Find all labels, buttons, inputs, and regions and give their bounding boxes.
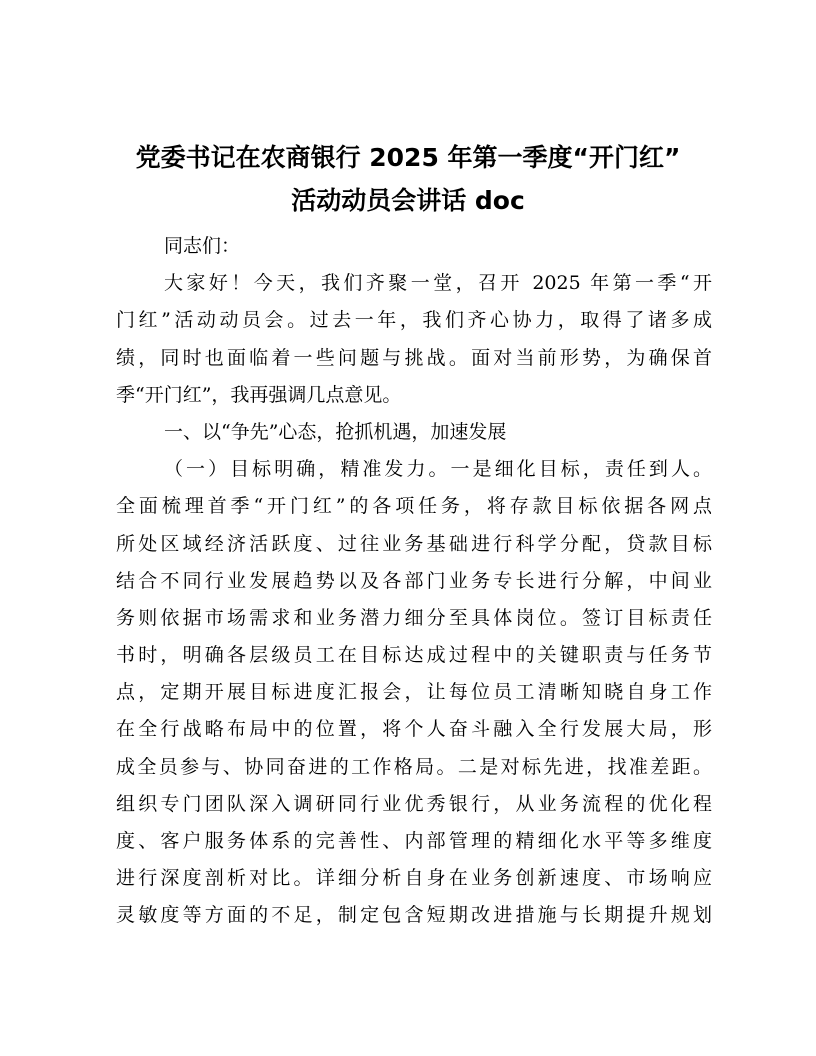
document-title-line-2: 活动动员会讲话 doc — [291, 186, 525, 215]
section-heading: 一、以“争先”心态，抢抓机遇，加速发展 — [164, 420, 507, 443]
paragraph-line: 务则依据市场需求和业务潜力细分至具体岗位。签订目标责任 — [116, 606, 712, 629]
paragraph-line: 大家好！今天，我们齐聚一堂，召开 2025 年第一季“开 — [164, 272, 712, 295]
paragraph-line: 结合不同行业发展趋势以及各部门业务专长进行分解，中间业 — [116, 569, 712, 592]
paragraph-line: 门红”活动动员会。过去一年，我们齐心协力，取得了诸多成 — [116, 309, 712, 332]
paragraph-line: 组织专门团队深入调研同行业优秀银行，从业务流程的优化程 — [116, 792, 712, 815]
paragraph-line: 度、客户服务体系的完善性、内部管理的精细化水平等多维度 — [116, 830, 712, 852]
paragraph-line: 成全员参与、协同奋进的工作格局。二是对标先进，找准差距。 — [116, 755, 712, 778]
paragraph-line: 点，定期开展目标进度汇报会，让每位员工清晰知晓自身工作 — [116, 681, 712, 704]
section-heading-paragraph — [116, 414, 712, 451]
salutation: 同志们： — [164, 235, 241, 257]
paragraph-line: （一）目标明确，精准发力。一是细化目标，责任到人。 — [164, 458, 712, 481]
paragraph-line: 全面梳理首季“开门红”的各项任务，将存款目标依据各网点 — [116, 495, 712, 518]
paragraph-line: 所处区域经济活跃度、过往业务基础进行科学分配，贷款目标 — [116, 532, 712, 555]
document-body — [116, 228, 712, 935]
paragraph-line: 灵敏度等方面的不足，制定包含短期改进措施与长期提升规划 — [116, 904, 712, 927]
paragraph-line: 绩，同时也面临着一些问题与挑战。面对当前形势，为确保首 — [116, 346, 712, 369]
paragraph-line: 书时，明确各层级员工在目标达成过程中的关键职责与任务节 — [116, 644, 712, 667]
paragraph-line: 进行深度剖析对比。详细分析自身在业务创新速度、市场响应 — [116, 867, 712, 890]
paragraph-subsection-1 — [116, 451, 712, 934]
paragraph-line: 在全行战略布局中的位置，将个人奋斗融入全行发展大局，形 — [116, 718, 712, 741]
document-title-line-1: 党委书记在农商银行 2025 年第一季度“开门红” — [135, 143, 681, 172]
paragraph-line: 季“开门红”，我再强调几点意见。 — [116, 383, 402, 406]
paragraph-opening — [116, 265, 712, 414]
salutation-paragraph — [116, 228, 712, 265]
